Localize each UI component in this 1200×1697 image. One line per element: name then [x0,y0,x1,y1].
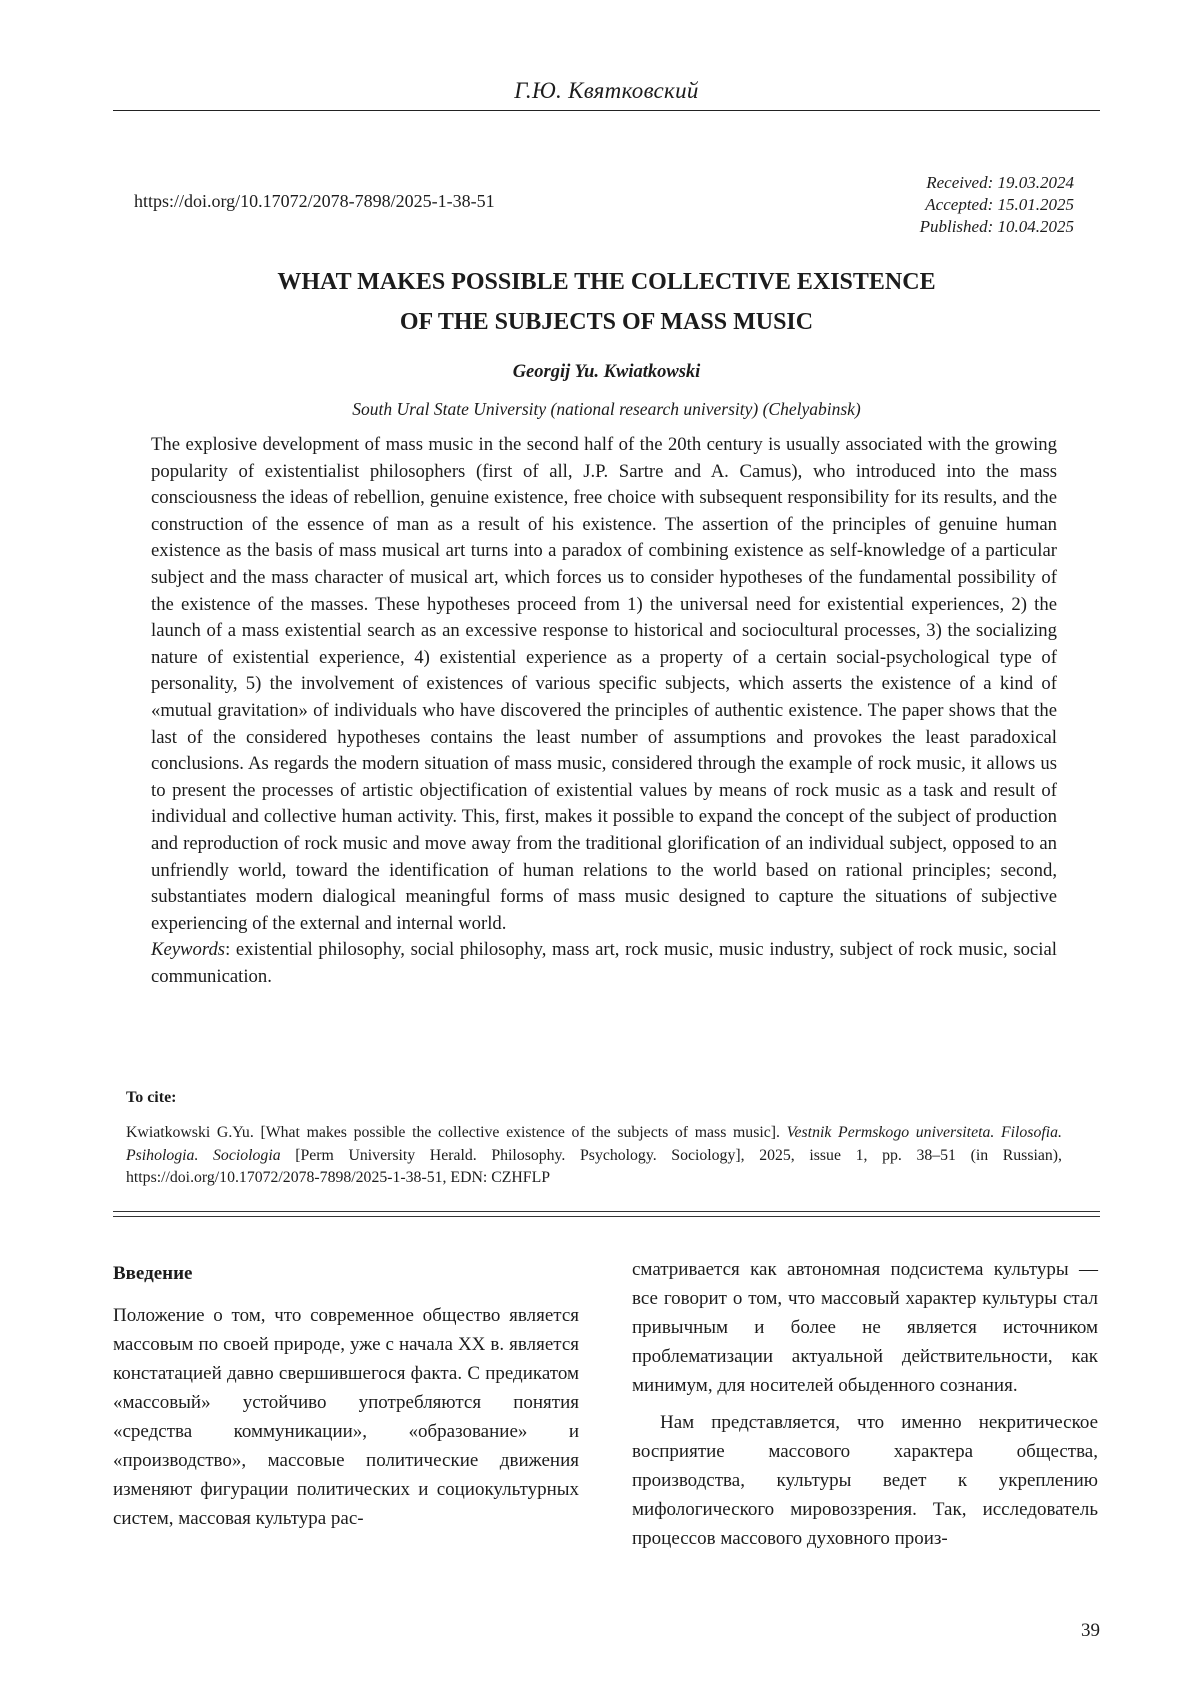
header-rule [113,110,1100,111]
keywords-text: : existential philosophy, social philosophy, mass art, rock music, music industry, subject of rock music, social communication. [151,939,1057,987]
citation-part-1: Kwiatkowski G.Yu. [What makes possible the collective existence of the subjects of mass music]. [126,1124,787,1141]
right-column [632,1255,1098,1553]
citation-part-2: [Perm University Herald. Philosophy. Psychology. Sociology], 2025, issue 1, pp. 38–51 (in Russian), https://doi.org/10.17072/2078-7898/2025-1-38-51, EDN: CZHFLP [126,1146,1062,1186]
left-column [113,1259,579,1533]
keywords-label: Keywords [151,939,226,961]
publication-dates [920,172,1074,238]
citation [126,1122,1062,1190]
cite-heading: To cite: [126,1089,177,1106]
right-paragraph-1: сматривается как автономная подсистема культуры — все говорит о том, что массовый характер культуры стал привычным и более не является источником проблематизации актуальной действительности, как минимум, для носителей обыденного сознания. [632,1259,1098,1396]
citation-journal: Vestnik Permskogo universiteta. Filosofia. Psihologia. Sociologia [126,1124,1062,1164]
published-date: Published: 10.04.2025 [919,217,1074,236]
separator-rule-top [113,1211,1100,1212]
section-heading: Введение [113,1263,193,1284]
keywords [151,937,1057,990]
right-paragraph-2: Нам представляется, что именно некритическое восприятие массового характера общества, производства, культуры ведет к укреплению мифологического мировоззрения. Так, исследователь процессов массового духовного произ- [632,1412,1098,1549]
title-line-1: WHAT MAKES POSSIBLE THE COLLECTIVE EXISTENCE [277,269,936,295]
article-title [113,262,1100,342]
author-name: Georgij Yu. Kwiatkowski [512,362,701,382]
running-head: Г.Ю. Квятковский [514,78,699,103]
received-date: Received: 19.03.2024 [926,173,1074,192]
author-affiliation: South Ural State University (national research university) (Chelyabinsk) [352,399,861,419]
accepted-date: Accepted: 15.01.2025 [925,195,1074,214]
abstract [151,432,1057,990]
abstract-text: The explosive development of mass music in the second half of the 20th century is usually associated with the growing popularity of existentialist philosophers (first of all, J.P. Sartre and A. Camus), who introduced into the mass consciousness the ideas of rebellion, genuine existence, free choice with subsequent responsibility for its results, and the construction of the essence of man as a result of his existence. The assertion of the principles of genuine human existence as the basis of mass musical art turns into a paradox of combining existence as self-knowledge of a particular subject and the mass character of musical art, which forces us to consider hypotheses of the fundamental possibility of the existence of the masses. These hypotheses proceed from 1) the universal need for existential experiences, 2) the launch of a mass existential search as an excessive response to historical and sociocultural processes, 3) the socializing nature of existential experience, 4) existential experience as a property of a certain social-psychological type of personality, 5) the involvement of existences of various specific subjects, which asserts the existence of a kind of «mutual gravitation» of individuals who have discovered the principles of authentic existence. The paper shows that the last of the considered hypotheses contains the least number of assumptions and provokes the least paradoxical conclusions. As regards the modern situation of mass music, considered through the example of rock music, it allows us to present the processes of artistic objectification of existential values by means of rock music as a task and result of individual and collective human activity. This, first, makes it possible to expand the concept of the subject of production and reproduction of rock music and move away from the traditional glorification of an individual subject, opposed to an unfriendly world, toward the identification of human relations to the world based on rational principles; second, substantiates modern dialogical meaningful forms of mass music designed to capture the situations of subjective experiencing of the external and internal world. [151,434,1057,934]
title-line-2: OF THE SUBJECTS OF MASS MUSIC [399,309,814,335]
left-paragraph: Положение о том, что современное общество является массовым по своей природе, уже с начала XX в. является констатацией давно свершившегося факта. С предикатом «массовый» устойчиво употребляются понятия «средства коммуникации», «образование» и «производство», массовые политические движения изменяют фигурации политических и социокультурных систем, массовая культура рас- [113,1305,579,1529]
separator-rule-bottom [113,1216,1100,1217]
doi-link[interactable]: https://doi.org/10.17072/2078-7898/2025-1-38-51 [134,191,495,211]
page-number: 39 [1081,1620,1100,1641]
